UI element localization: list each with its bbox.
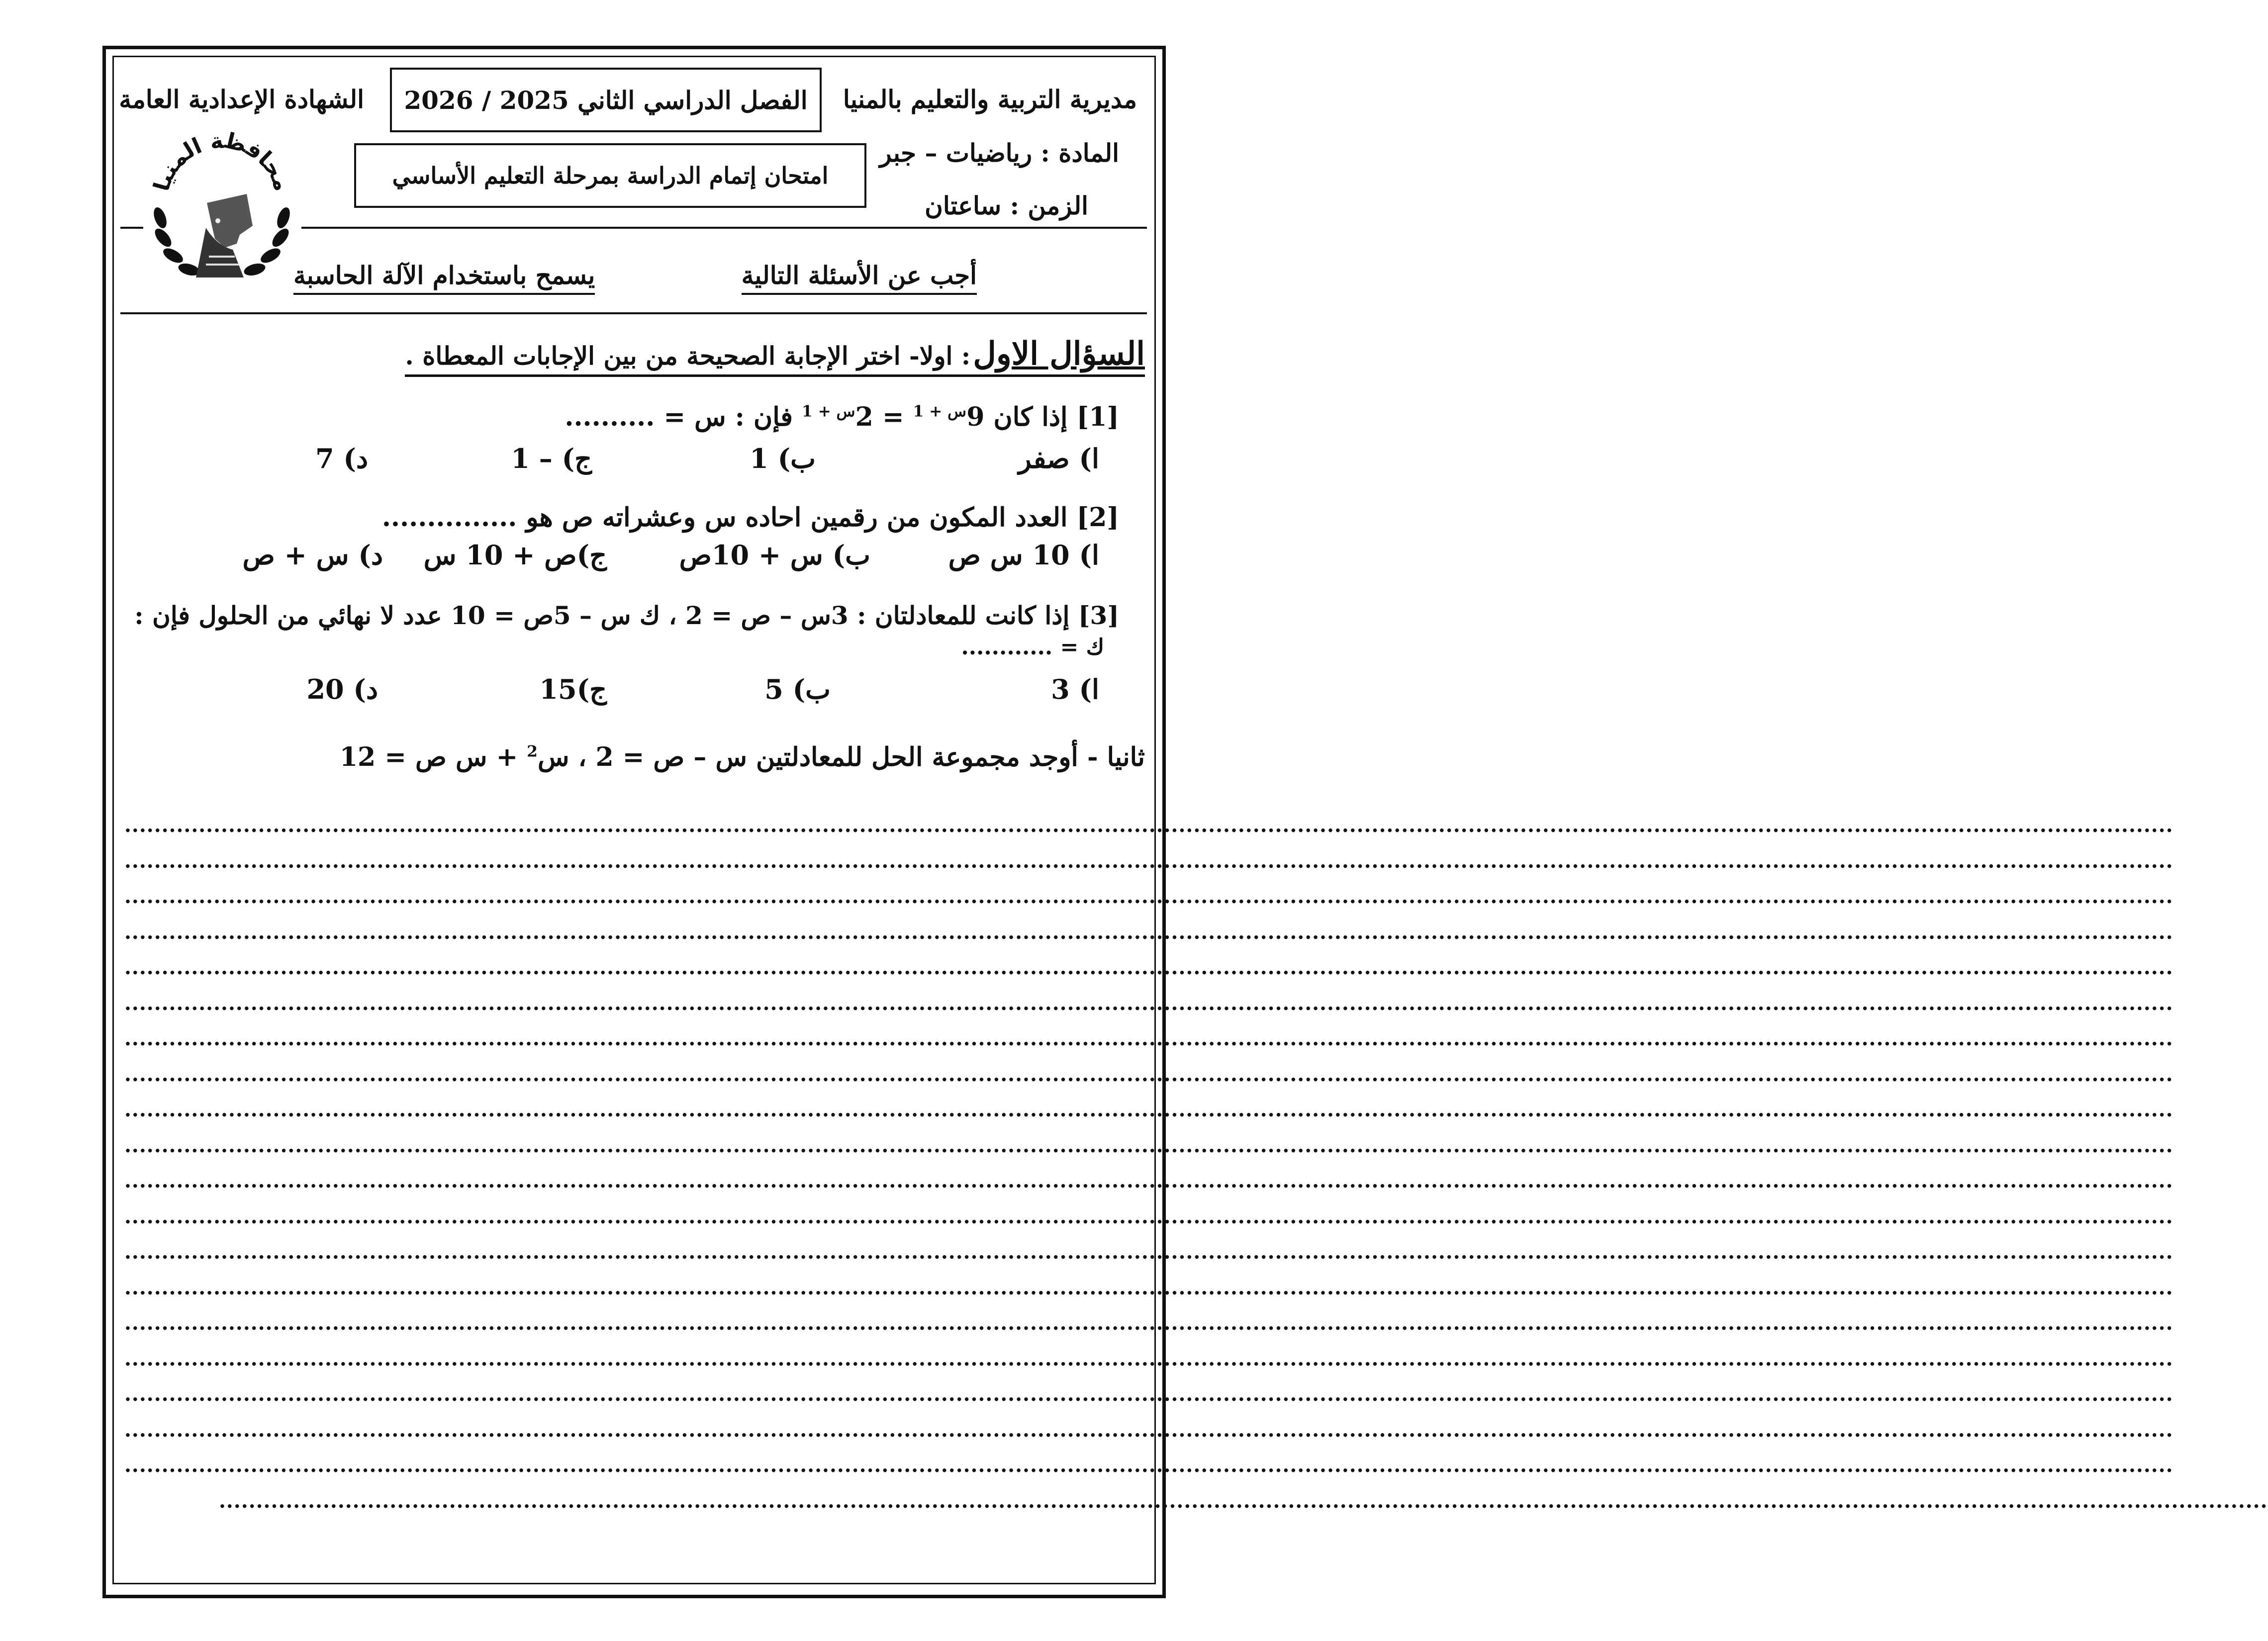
part2-text-pre: ثانيا - أوجد مجموعة الحل للمعادلتين س – ص = 2 ، س: [537, 742, 1145, 772]
minya-governorate-logo: [142, 128, 301, 283]
item1-stem: [565, 402, 1119, 432]
semester-text: الفصل الدراسي الثاني 2025 / 2026: [404, 85, 808, 115]
answer-line[interactable]: ....................................................................................................................................................................................................................................................................................: [124, 1240, 2174, 1264]
nefertiti-emblem-icon: [142, 128, 301, 283]
answer-line[interactable]: ....................................................................................................................................................................................................................................................................................: [124, 1204, 2174, 1228]
item1-number: [1]: [1076, 402, 1119, 432]
item3-stem-text: إذا كانت للمعادلتان : 3س – ص = 2 ، ك س – 5ص = 10 عدد لا نهائي من الحلول فإن :: [134, 601, 1070, 630]
answer-line[interactable]: ....................................................................................................................................................................................................................................................................................: [124, 885, 2174, 908]
answer-line[interactable]: ....................................................................................................................................................................................................................................................................................: [124, 1382, 2174, 1406]
item1-stem-post: فإن : س = ..........: [565, 402, 802, 432]
duration-label: الزمن : ساعتان: [925, 191, 1088, 220]
item3-option-a[interactable]: ا) 3: [1051, 673, 1099, 705]
svg-text:محافظة المنيا: [149, 128, 295, 194]
item1-option-a[interactable]: ا) صفر: [1018, 443, 1099, 474]
item3-option-c[interactable]: ج)15: [539, 673, 607, 705]
item3-number: [3]: [1078, 601, 1119, 630]
question1-instruction: : اولا- اختر الإجابة الصحيحة من بين الإجابات المعطاة .: [405, 341, 971, 370]
item3-stem-line2: ك = ............: [961, 635, 1104, 660]
instructions-divider: [120, 312, 1147, 314]
item2-option-c[interactable]: ج)ص + 10 س: [423, 539, 607, 571]
answer-line[interactable]: ....................................................................................................................................................................................................................................................................................: [124, 814, 2174, 837]
question1-heading-row: [405, 335, 1145, 377]
answer-line[interactable]: ....................................................................................................................................................................................................................................................................................: [124, 1347, 2174, 1370]
header-divider-right: [301, 227, 1147, 229]
item1-option-c[interactable]: ج) – 1: [511, 443, 592, 474]
item1-option-b[interactable]: ب) 1: [750, 443, 816, 474]
part2-question: [340, 742, 1145, 772]
answer-line[interactable]: ....................................................................................................................................................................................................................................................................................: [124, 1311, 2174, 1335]
directorate-label: مديرية التربية والتعليم بالمنيا: [843, 85, 1137, 114]
item3-option-b[interactable]: ب) 5: [764, 673, 831, 705]
answer-line[interactable]: ....................................................................................................................................................................................................................................................................................: [124, 1418, 2174, 1442]
item2-option-d[interactable]: د) س + ص: [242, 539, 383, 571]
answer-line[interactable]: ....................................................................................................................................................................................................................................................................................: [124, 991, 2174, 1015]
answer-line[interactable]: ....................................................................................................................................................................................................................................................................................: [124, 1098, 2174, 1121]
certificate-label: الشهادة الإعدادية العامة: [119, 85, 364, 114]
answer-line[interactable]: ....................................................................................................................................................................................................................................................................................: [124, 1133, 2174, 1157]
exam-title-text: امتحان إتمام الدراسة بمرحلة التعليم الأساسي: [392, 162, 829, 189]
item2-number: [2]: [1076, 502, 1119, 533]
item3-option-d[interactable]: د) 20: [306, 673, 378, 705]
part2-square-exponent: 2: [527, 742, 538, 761]
calculator-note: يسمح باستخدام الآلة الحاسبة: [293, 261, 595, 295]
item3-stem: [134, 601, 1119, 630]
answer-line[interactable]: ....................................................................................................................................................................................................................................................................................: [124, 849, 2174, 873]
logo-arc-text: محافظة المنيا: [149, 128, 295, 194]
item2-stem-text: العدد المكون من رقمين احاده س وعشراته ص هو ...............: [381, 502, 1068, 533]
part2-text-post: + س ص = 12: [339, 742, 527, 772]
answer-line[interactable]: ....................................................................................................................................................................................................................................................................................: [124, 1062, 2174, 1086]
exam-title-box: [354, 143, 866, 208]
answer-line[interactable]: ....................................................................................................................................................................................................................................................................................: [124, 1276, 2174, 1299]
item1-stem-pre: إذا كان 9: [966, 402, 1068, 432]
semester-box: [390, 68, 822, 132]
item2-option-b[interactable]: ب) س + 10ص: [679, 539, 870, 571]
item1-exponent1: س + 1: [913, 402, 967, 421]
answer-line[interactable]: ....................................................................................................................................................................................................................................................................................: [124, 1454, 2174, 1477]
answer-instruction: أجب عن الأسئلة التالية: [742, 261, 977, 295]
answer-line[interactable]: ....................................................................................................................................................................................................................................................................................: [124, 1027, 2174, 1050]
answer-line[interactable]: ....................................................................................................................................................................................................................................................................................: [124, 920, 2174, 944]
item2-option-a[interactable]: ا) 10 س ص: [948, 539, 1099, 571]
item1-option-d[interactable]: د) 7: [315, 443, 368, 474]
item2-stem: [382, 502, 1119, 533]
question1-title: السؤال الاول: [973, 335, 1145, 372]
header-divider-left: [120, 227, 143, 229]
item1-exponent2: س + 1: [802, 402, 855, 421]
answer-line[interactable]: ....................................................................................................................................................................................................................................................................................: [219, 1489, 2268, 1513]
subject-label: المادة : رياضيات – جبر: [879, 138, 1119, 168]
item1-stem-mid: = 2: [855, 402, 913, 432]
answer-line[interactable]: ....................................................................................................................................................................................................................................................................................: [124, 956, 2174, 979]
answer-line[interactable]: ....................................................................................................................................................................................................................................................................................: [124, 1169, 2174, 1192]
